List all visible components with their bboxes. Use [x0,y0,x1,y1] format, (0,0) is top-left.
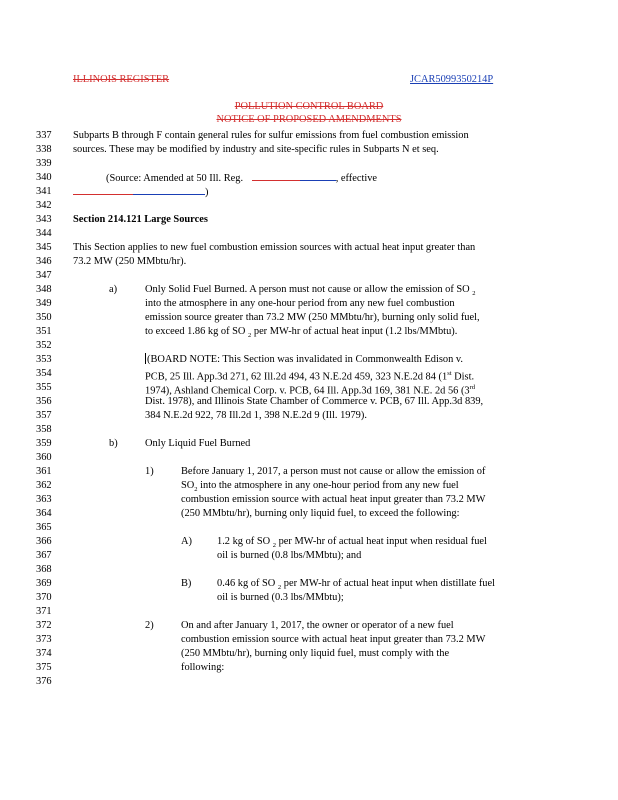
line-number: 340 [36,172,52,183]
document-line [0,129,618,142]
source-note [106,171,377,185]
subsection-label: a) [109,284,118,295]
line-number: 364 [36,508,52,519]
board-title: POLLUTION CONTROL BOARD [234,101,384,112]
text-part: SO [181,480,195,491]
document-line [0,255,618,268]
line-number: 350 [36,312,52,323]
document-line [0,339,618,352]
document-line [0,213,618,226]
line-text: 384 N.E.2d 922, 78 Ill.2d 1, 398 N.E.2d 9 (Ill. 1979). [145,410,367,421]
document-line [0,325,618,338]
item-label: B) [181,578,192,589]
document-line [0,605,618,618]
line-text: oil is burned (0.3 lbs/MMbtu); [217,592,344,603]
line-number: 342 [36,200,52,211]
line-number: 375 [36,662,52,673]
line-number: 354 [36,368,52,379]
document-line [0,171,618,184]
document-line [0,619,618,632]
paragraph-label: 1) [145,466,154,477]
subsection-label: b) [109,438,118,449]
subscript: 2 [277,584,282,592]
document-line [0,451,618,464]
document-line [0,241,618,254]
document-line [0,409,618,422]
document-line [0,535,618,548]
line-number: 361 [36,466,52,477]
line-number: 360 [36,452,52,463]
source-note-close: ) [205,187,209,198]
text-part: 1.2 kg of SO [217,536,271,547]
source-note-cont [73,185,208,199]
line-text: This Section applies to new fuel combustion emission sources with actual heat input greater than [73,242,476,253]
line-number: 346 [36,256,52,267]
line-number: 339 [36,158,52,169]
line-number: 358 [36,424,52,435]
document-line [0,493,618,506]
line-number: 355 [36,382,52,393]
line-number: 359 [36,438,52,449]
subscript: 2 [248,332,252,340]
line-text: combustion emission source with actual heat input greater than 73.2 MW [181,494,486,505]
subscript: 2 [194,486,198,494]
line-number: 376 [36,676,52,687]
document-line [0,381,618,397]
text-part: per MW-hr of actual heat input when distillate fuel [281,578,495,589]
line-number: 367 [36,550,52,561]
notice-title: NOTICE OF PROPOSED AMENDMENTS [216,114,402,125]
text-part: 1974), Ashland Chemical Corp. v. PCB, 64 Ill. App.3d 169, 381 N.E. 2d 56 (3 [145,385,470,397]
document-line [0,633,618,646]
text-part: per MW-hr of actual heat input when residual fuel [275,536,487,547]
text-part: PCB, 25 Ill. App.3d 271, 62 Ill.2d 494, 43 N.E.2d 459, 323 N.E.2d 84 (1 [145,371,448,383]
line-number: 365 [36,522,52,533]
document-line [0,143,618,156]
line-number: 349 [36,298,52,309]
red-blank [252,171,300,181]
blue-blank [300,171,336,181]
item-label: A) [181,536,192,547]
document-line [0,647,618,660]
line-text: Subparts B through F contain general rules for sulfur emissions from fuel combustion emission [73,130,469,141]
document-line [0,395,618,408]
document-line [0,423,618,436]
text-part: Dist. [451,371,475,383]
document-line [0,185,618,198]
board-note-text: (BOARD NOTE: This Section was invalidated in Commonwealth Edison v. [147,354,464,365]
line-text: Before January 1, 2017, a person must not cause or allow the emission of [181,466,486,477]
line-text: Dist. 1978), and Illinois State Chamber of Commerce v. PCB, 67 Ill. App.3d 839, [145,396,484,407]
line-number: 337 [36,130,52,141]
document-line [0,675,618,688]
line-number: 372 [36,620,52,631]
superscript: st [447,370,452,377]
section-heading: Section 214.121 Large Sources [73,214,208,225]
document-line [0,297,618,310]
line-number: 347 [36,270,52,281]
line-number: 357 [36,410,52,421]
document-line [0,507,618,520]
document-line [0,577,618,590]
document-line [0,227,618,240]
document-line [0,353,618,366]
document-line [0,549,618,562]
document-line [0,367,618,383]
blue-blank [133,185,205,195]
document-line [0,591,618,604]
line-number: 341 [36,186,52,197]
line-text: On and after January 1, 2017, the owner or operator of a new fuel [181,620,454,631]
line-text: into the atmosphere in any one-hour period from any new fuel combustion [145,298,455,309]
line-number: 374 [36,648,52,659]
document-line [0,521,618,534]
line-text: (250 MMbtu/hr), burning only liquid fuel, must comply with the [181,648,450,659]
paragraph-label: 2) [145,620,154,631]
line-text: sources. These may be modified by industry and site-specific rules in Subparts N et seq. [73,144,439,155]
line-number: 351 [36,326,52,337]
line-number: 363 [36,494,52,505]
superscript: rd [469,384,476,391]
line-text: combustion emission source with actual heat input greater than 73.2 MW [181,634,486,645]
document-line [0,465,618,478]
document-line [0,479,618,492]
line-number: 370 [36,592,52,603]
register-title: ILLINOIS REGISTER [73,74,170,85]
document-line [0,157,618,170]
line-number: 344 [36,228,52,239]
line-number: 353 [36,354,52,365]
line-number: 348 [36,284,52,295]
line-number: 366 [36,536,52,547]
document-line [0,563,618,576]
document-line [0,661,618,674]
text-part: 0.46 kg of SO [217,578,276,589]
red-blank [73,185,133,195]
jcar-code: JCAR5099350214P [410,74,494,85]
line-text: (250 MMbtu/hr), burning only liquid fuel, to exceed the following: [181,508,460,519]
source-note-suffix: , effective [335,173,378,184]
line-text: emission source greater than 73.2 MW (250 MMbtu/hr), burning only solid fuel, [145,312,480,323]
document-line [0,283,618,296]
line-number: 373 [36,634,52,645]
subscript: 2 [272,542,276,550]
line-text: following: [181,662,225,673]
line-text: Only Liquid Fuel Burned [145,438,251,449]
document-line [0,199,618,212]
text-part: into the atmosphere in any one-hour period from any new fuel [197,480,459,491]
source-note-prefix: (Source: Amended at 50 Ill. Reg. [106,173,244,184]
line-number: 369 [36,578,52,589]
line-number: 356 [36,396,52,407]
text-part: to exceed 1.86 kg of SO [145,326,246,337]
text-cursor [145,353,146,364]
line-number: 345 [36,242,52,253]
line-number: 362 [36,480,52,491]
line-number: 371 [36,606,52,617]
line-number: 368 [36,564,52,575]
document-line [0,269,618,282]
line-number: 338 [36,144,52,155]
line-text: oil is burned (0.8 lbs/MMbtu); and [217,550,362,561]
text-part: Only Solid Fuel Burned. A person must not cause or allow the emission of SO [145,284,470,295]
document-line [0,437,618,450]
line-number: 343 [36,214,52,225]
line-number: 352 [36,340,52,351]
document-line [0,311,618,324]
text-part: BOARD NOTE: This Section was invalidated in Commonwealth Edison v. [150,354,464,365]
text-part: per MW-hr of actual heat input (1.2 lbs/MMbtu). [251,326,458,337]
subscript: 2 [472,290,476,298]
line-text: 73.2 MW (250 MMbtu/hr). [73,256,187,267]
